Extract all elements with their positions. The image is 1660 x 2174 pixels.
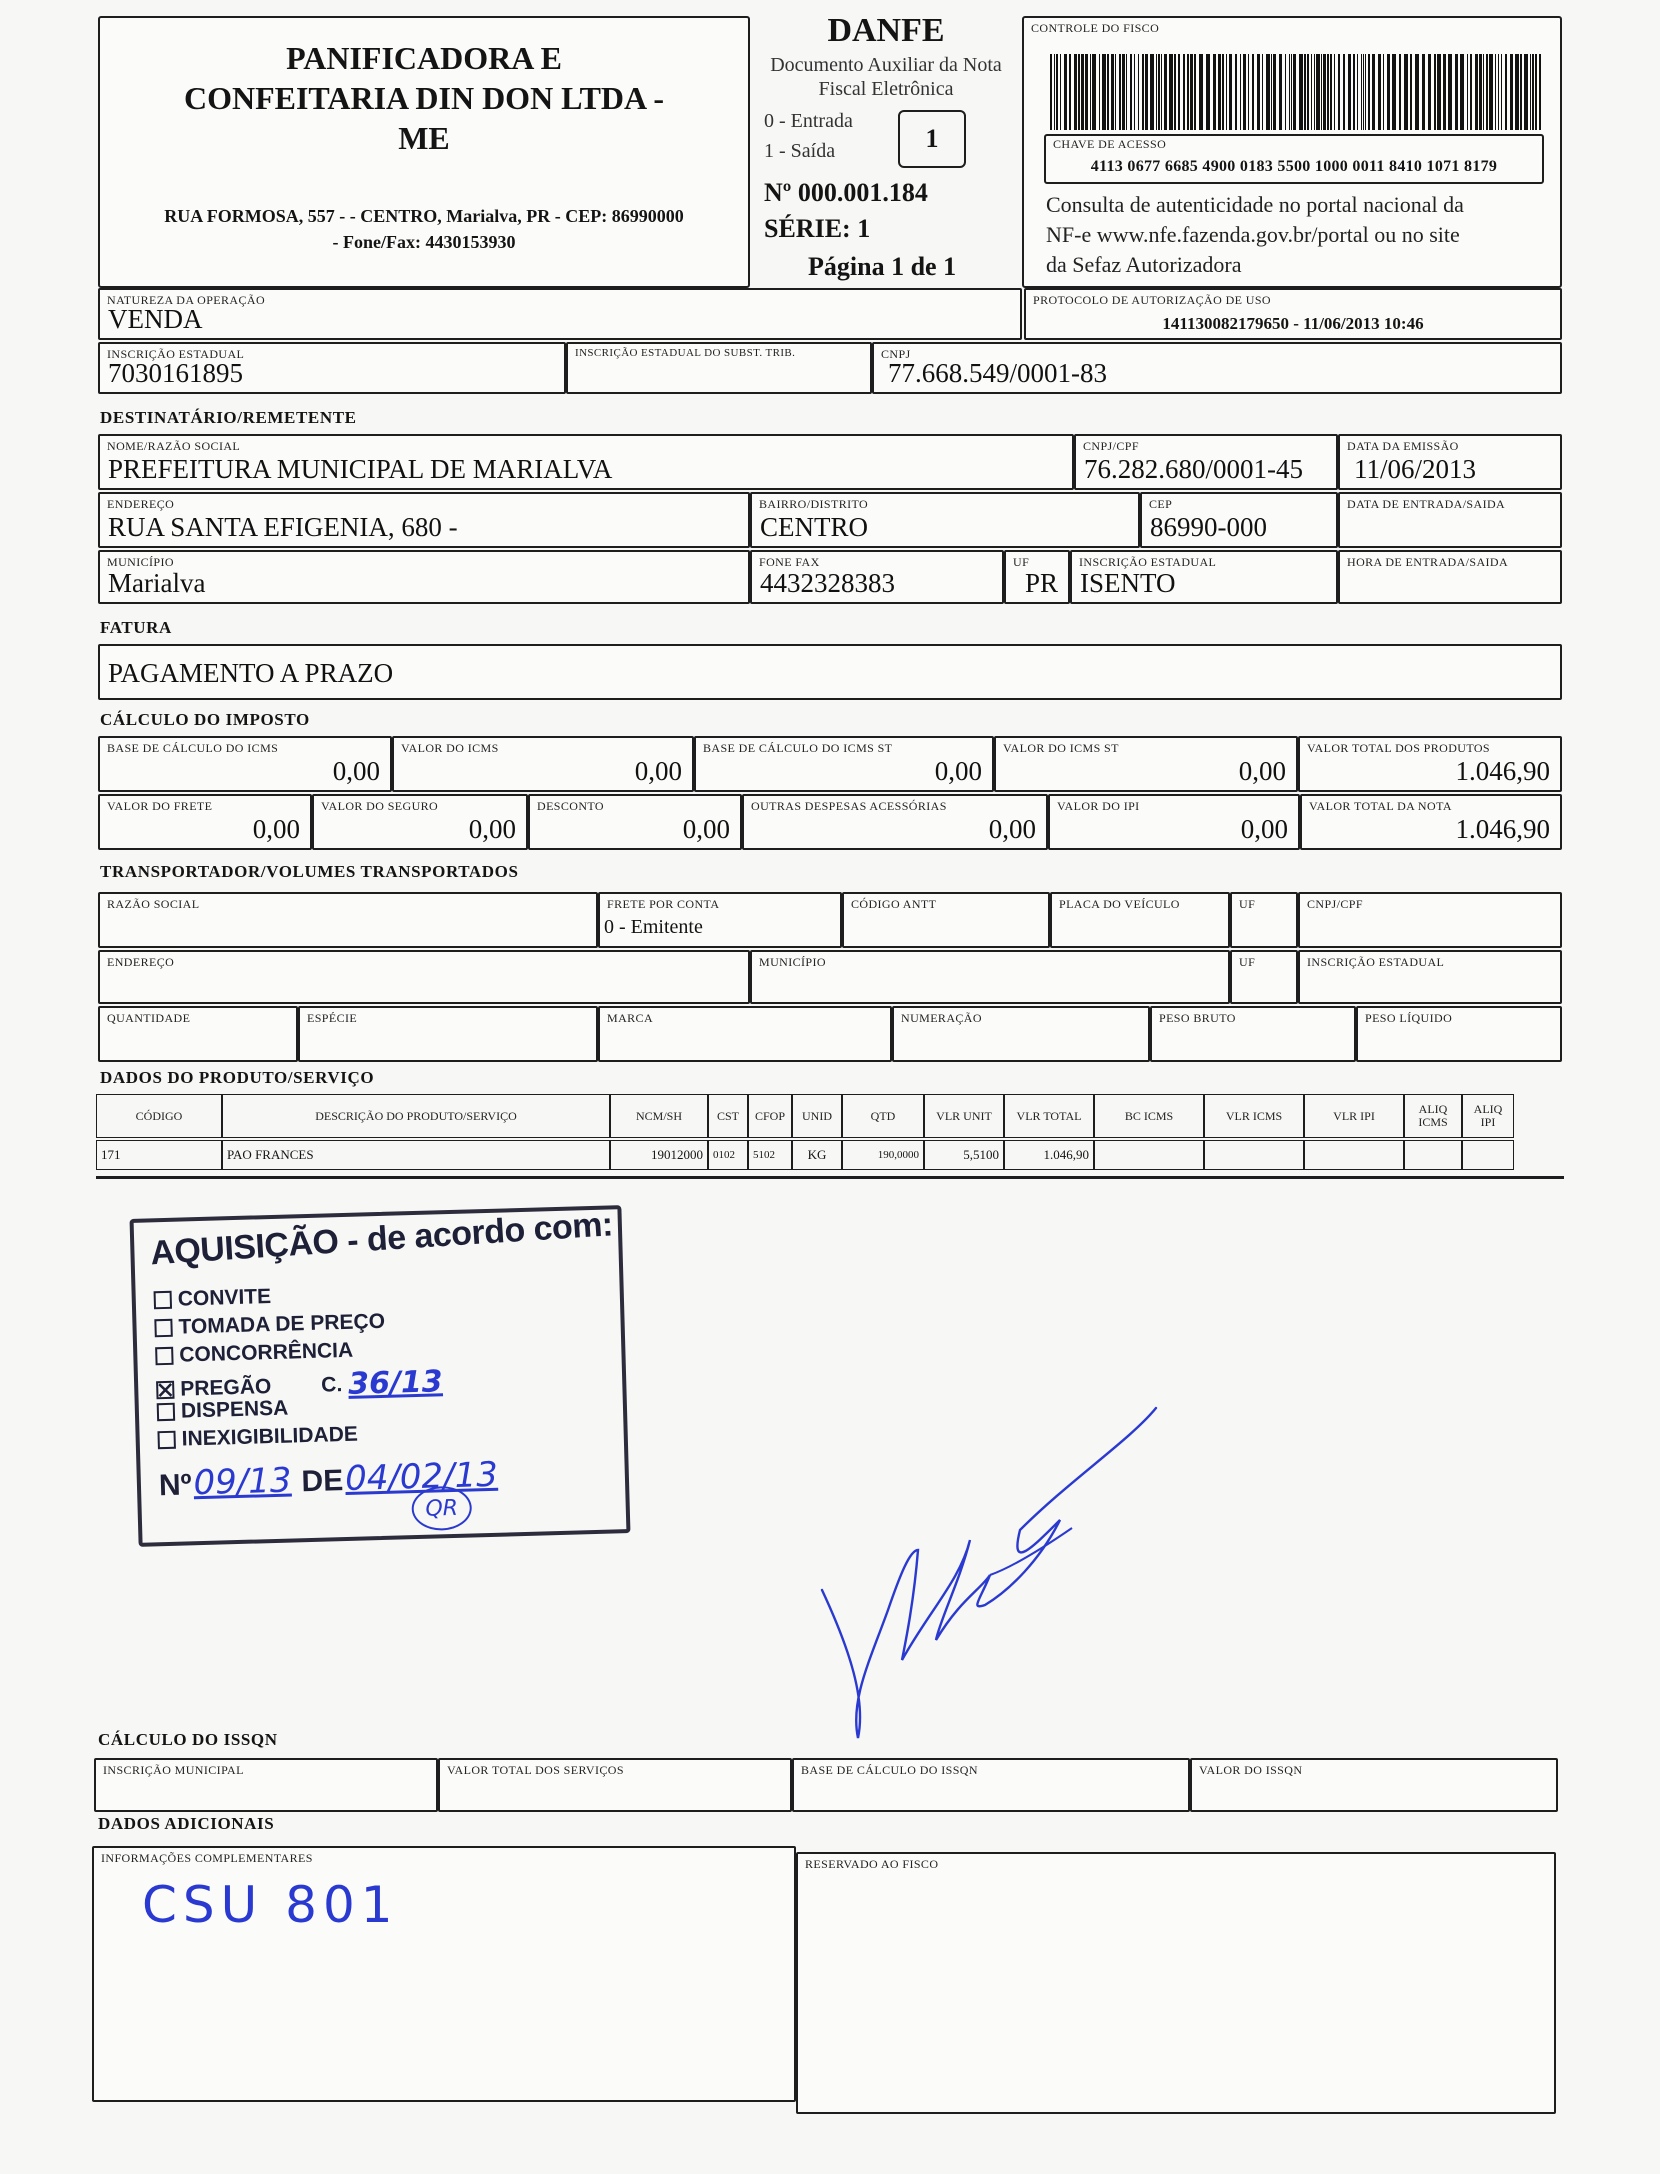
table-cell: 171 [96,1140,222,1170]
transp-municipio-cell [750,950,1230,1004]
imposto-cell [312,794,528,850]
table-cell [1094,1140,1204,1170]
imposto-value: 0,00 [934,756,982,786]
transp-peso-bruto-cell [1150,1006,1356,1062]
danfe-pagina: Página 1 de 1 [808,252,957,281]
transp-peso-liquido-cell [1356,1006,1562,1062]
protocolo-value: 141130082179650 - 11/06/2013 10:46 [1162,314,1424,333]
natureza-value: VENDA [108,304,203,334]
dest-nome-cell [98,434,1074,490]
stamp-option-inexigibilidade [157,1423,358,1453]
issuer-name-line: ME [398,120,450,156]
transp-uf-label: UF [1239,897,1256,911]
signature [810,1400,1170,1740]
imposto-cell [994,736,1298,792]
col-header: ALIQ IPI [1462,1094,1514,1138]
col-header: CÓDIGO [96,1094,222,1138]
imposto-value: 0,00 [634,756,682,786]
col-header: CFOP [748,1094,792,1138]
transp-marca-cell [598,1006,892,1062]
dest-endereco-cell [98,492,750,548]
transp-numeracao-cell [892,1006,1150,1062]
consulta-line: Consulta de autenticidade no portal nacional da [1046,192,1464,217]
issqn-label: INSCRIÇÃO MUNICIPAL [103,1763,244,1777]
produtos-section-title: DADOS DO PRODUTO/SERVIÇO [100,1068,375,1087]
danfe-tipo-box: 1 [898,110,966,168]
cnpj-value: 77.668.549/0001-83 [888,358,1107,388]
natureza-label: NATUREZA DA OPERAÇÃO [107,293,266,307]
dest-nome-label: NOME/RAZÃO SOCIAL [107,439,241,453]
stamp-option-label: INEXIGIBILIDADE [181,1422,359,1451]
table-cell: 190,0000 [842,1140,924,1170]
col-header: VLR TOTAL [1004,1094,1094,1138]
dest-uf-cell [1004,550,1070,604]
imposto-cell [1048,794,1300,850]
transp-frete-value: 0 - Emitente [604,916,703,938]
table-cell: 5102 [748,1140,792,1170]
consulta-line: NF-e www.nfe.fazenda.gov.br/portal ou no site [1046,222,1460,247]
imposto-cell [694,736,994,792]
issuer-block [98,16,750,288]
issqn-cell [94,1758,438,1812]
issqn-cell [438,1758,792,1812]
stamp-initials: QR [411,1485,472,1531]
stamp-numero-prefix: Nº [158,1468,193,1503]
checkbox-icon [157,1403,175,1421]
imposto-value: 0,00 [1240,814,1288,844]
transp-placa-label: PLACA DO VEÍCULO [1059,897,1180,911]
fatura-cell [98,644,1562,700]
col-header: VLR IPI [1304,1094,1404,1138]
dest-entrada-cell [1338,492,1562,548]
dest-bairro-label: BAIRRO/DISTRITO [759,497,869,511]
transp-uf-cell [1230,892,1298,948]
transp-ie-cell [1298,950,1562,1004]
danfe-numero: Nº 000.001.184 [764,178,928,207]
dest-uf-label: UF [1013,555,1030,569]
imposto-cell [742,794,1048,850]
dest-hora-cell [1338,550,1562,604]
stamp-option-label: DISPENSA [180,1396,289,1423]
ie-st-label: INSCRIÇÃO ESTADUAL DO SUBST. TRIB. [575,347,796,359]
transp-placa-cell [1050,892,1230,948]
dest-cnpj-cell [1074,434,1338,490]
consulta-line: da Sefaz Autorizadora [1046,252,1242,277]
col-header: UNID [792,1094,842,1138]
col-header: CST [708,1094,748,1138]
dest-ie-label: INSCRIÇÃO ESTADUAL [1079,555,1217,569]
imposto-label: VALOR DO ICMS [401,741,499,755]
issuer-address-line: - Fone/Fax: 4430153930 [332,232,516,252]
dest-bairro-cell [750,492,1140,548]
dest-cep-value: 86990-000 [1150,512,1267,542]
consulta-text [1046,190,1464,280]
checkbox-icon [154,1291,172,1309]
transp-marca-label: MARCA [607,1011,654,1025]
danfe-entrada: 0 - Entrada [764,110,853,132]
dest-fone-value: 4432328383 [760,568,895,598]
col-header: VLR UNIT [924,1094,1004,1138]
imposto-label: VALOR TOTAL DA NOTA [1309,799,1452,813]
transp-antt-cell [842,892,1050,948]
danfe-serie: SÉRIE: 1 [764,214,871,243]
imposto-cell [1300,794,1562,850]
natureza-cell [98,288,1022,340]
transp-especie-label: ESPÉCIE [307,1011,358,1025]
chave-box [1044,134,1544,184]
stamp-option-label: CONCORRÊNCIA [179,1338,354,1367]
imposto-value: 1.046,90 [1455,756,1550,786]
stamp-data-value: 04/02/13 [344,1454,499,1500]
danfe-title: DANFE [827,12,945,49]
table-cell: KG [792,1140,842,1170]
table-bottom-rule [96,1176,1564,1179]
col-header: BC ICMS [1094,1094,1204,1138]
transp-uf2-label: UF [1239,955,1256,969]
ie-value: 7030161895 [108,358,243,388]
adicionais-section-title: DADOS ADICIONAIS [98,1814,275,1833]
dest-fone-cell [750,550,1004,604]
dest-hora-label: HORA DE ENTRADA/SAIDA [1347,555,1509,569]
table-cell [1462,1140,1514,1170]
imposto-value: 0,00 [682,814,730,844]
danfe-saida: 1 - Saída [764,140,836,162]
issqn-cell [1190,1758,1558,1812]
transp-endereco-cell [98,950,750,1004]
transp-razao-label: RAZÃO SOCIAL [107,897,200,911]
chave-label: CHAVE DE ACESSO [1053,137,1167,151]
dest-emissao-value: 11/06/2013 [1354,454,1477,484]
dest-endereco-value: RUA SANTA EFIGENIA, 680 - [108,512,458,542]
col-header: DESCRIÇÃO DO PRODUTO/SERVIÇO [222,1094,610,1138]
danfe-block [752,10,1020,290]
transp-frete-cell [598,892,842,948]
issuer-name-line: PANIFICADORA E [286,40,562,76]
table-cell [1204,1140,1304,1170]
transp-quantidade-cell [98,1006,298,1062]
imposto-label: VALOR TOTAL DOS PRODUTOS [1307,741,1491,755]
fatura-section-title: FATURA [100,618,172,637]
stamp-option-label: PREGÃO [179,1374,272,1401]
dest-municipio-value: Marialva [108,568,206,598]
transp-endereco-label: ENDEREÇO [107,955,175,969]
dest-bairro-value: CENTRO [760,512,868,542]
imposto-value: 0,00 [252,814,300,844]
issuer-address [100,203,748,255]
table-cell: 5,5100 [924,1140,1004,1170]
transp-cnpj-cell [1298,892,1562,948]
dest-municipio-label: MUNICÍPIO [107,555,174,569]
info-complementares-cell [92,1846,796,2102]
transp-antt-label: CÓDIGO ANTT [851,897,937,911]
transp-uf2-cell [1230,950,1298,1004]
imposto-label: BASE DE CÁLCULO DO ICMS [107,741,279,755]
imposto-value: 1.046,90 [1455,814,1550,844]
stamp-c-prefix: C. [320,1372,343,1397]
stamp-option-label: TOMADA DE PREÇO [178,1309,386,1339]
transp-peso-bruto-label: PESO BRUTO [1159,1011,1236,1025]
table-cell: 1.046,90 [1004,1140,1094,1170]
dest-fone-label: FONE FAX [759,555,820,569]
reservado-fisco-label: RESERVADO AO FISCO [805,1857,939,1871]
dest-cep-label: CEP [1149,497,1173,511]
imposto-cell [528,794,742,850]
issuer-name [100,38,748,158]
imposto-section-title: CÁLCULO DO IMPOSTO [100,710,310,729]
table-cell: PAO FRANCES [222,1140,610,1170]
issqn-label: VALOR TOTAL DOS SERVIÇOS [447,1763,624,1777]
stamp-option-label: CONVITE [177,1285,272,1311]
dest-cnpj-label: CNPJ/CPF [1083,439,1139,453]
checkbox-icon [155,1347,173,1365]
imposto-cell [392,736,694,792]
col-header: ALIQ ICMS [1404,1094,1462,1138]
acquisition-stamp [130,1205,631,1547]
checked-checkbox-icon [156,1380,174,1398]
dest-emissao-cell [1338,434,1562,490]
imposto-label: VALOR DO FRETE [107,799,213,813]
info-complementares-label: INFORMAÇÕES COMPLEMENTARES [101,1851,313,1865]
table-cell [1304,1140,1404,1170]
stamp-option-dispensa [157,1397,289,1425]
col-header: NCM/SH [610,1094,708,1138]
imposto-value: 0,00 [468,814,516,844]
stamp-option-concorrencia [155,1339,353,1369]
stamp-c-value: 36/13 [347,1364,444,1402]
fatura-value: PAGAMENTO A PRAZO [108,658,394,688]
danfe-subtitle-1: Documento Auxiliar da Nota [770,54,1002,76]
imposto-label: BASE DE CÁLCULO DO ICMS ST [703,741,893,755]
transp-peso-liquido-label: PESO LÍQUIDO [1365,1011,1453,1025]
imposto-label: VALOR DO ICMS ST [1003,741,1119,755]
issqn-cell [792,1758,1190,1812]
transp-especie-cell [298,1006,598,1062]
dest-ie-value: ISENTO [1080,568,1176,598]
issqn-label: BASE DE CÁLCULO DO ISSQN [801,1763,978,1777]
destinatario-section-title: DESTINATÁRIO/REMETENTE [100,408,357,427]
table-cell: 19012000 [610,1140,708,1170]
imposto-cell [1298,736,1562,792]
checkbox-icon [154,1319,172,1337]
barcode [1050,54,1542,130]
cnpj-label: CNPJ [881,347,911,361]
issqn-label: VALOR DO ISSQN [1199,1763,1303,1777]
controle-fisco-label: CONTROLE DO FISCO [1031,21,1160,35]
imposto-value: 0,00 [1238,756,1286,786]
transp-cnpj-label: CNPJ/CPF [1307,897,1363,911]
imposto-cell [98,794,312,850]
transp-frete-label: FRETE POR CONTA [607,897,720,911]
imposto-cell [98,736,392,792]
dest-emissao-label: DATA DA EMISSÃO [1347,439,1459,453]
transp-razao-cell [98,892,598,948]
col-header: VLR ICMS [1204,1094,1304,1138]
imposto-label: OUTRAS DESPESAS ACESSÓRIAS [751,799,947,813]
dest-endereco-label: ENDEREÇO [107,497,175,511]
fisco-block [1022,16,1562,288]
danfe-subtitle-2: Fiscal Eletrônica [818,78,954,100]
info-handwritten-note: CSU 801 [142,1876,399,1934]
issuer-name-line: CONFEITARIA DIN DON LTDA - [183,80,665,116]
stamp-option-tomada [154,1310,385,1340]
transp-municipio-label: MUNICÍPIO [759,955,826,969]
imposto-value: 0,00 [332,756,380,786]
transp-numeracao-label: NUMERAÇÃO [901,1011,982,1025]
cnpj-cell [872,342,1562,394]
reservado-fisco-cell [796,1852,1556,2114]
dest-cep-cell [1140,492,1338,548]
issuer-address-line: RUA FORMOSA, 557 - - CENTRO, Marialva, PR - CEP: 86990000 [164,206,684,226]
chave-value: 4113 0677 6685 4900 0183 5500 1000 0011 8410 1071 8179 [1090,158,1498,175]
dest-nome-value: PREFEITURA MUNICIPAL DE MARIALVA [108,454,613,484]
checkbox-icon [157,1431,175,1449]
imposto-value: 0,00 [988,814,1036,844]
ie-label: INSCRIÇÃO ESTADUAL [107,347,245,361]
col-header: QTD [842,1094,924,1138]
issqn-section-title: CÁLCULO DO ISSQN [98,1730,278,1749]
imposto-label: DESCONTO [537,799,604,813]
stamp-numero-value: 09/13 [192,1460,293,1504]
dest-municipio-cell [98,550,750,604]
stamp-title: AQUISIÇÃO - de acordo com: [149,1205,614,1273]
ie-cell [98,342,566,394]
table-cell [1404,1140,1462,1170]
dest-entrada-label: DATA DE ENTRADA/SAIDA [1347,497,1506,511]
transp-quantidade-label: QUANTIDADE [107,1011,191,1025]
stamp-option-convite [153,1285,271,1312]
stamp-de-prefix: DE [301,1464,344,1499]
dest-ie-cell [1070,550,1338,604]
protocolo-cell [1024,288,1562,340]
imposto-label: VALOR DO SEGURO [321,799,439,813]
produtos-table [96,1094,1564,1178]
transp-ie-label: INSCRIÇÃO ESTADUAL [1307,955,1445,969]
dest-uf-value: PR [1024,568,1058,598]
dest-cnpj-value: 76.282.680/0001-45 [1084,454,1303,484]
transportador-section-title: TRANSPORTADOR/VOLUMES TRANSPORTADOS [100,862,519,881]
protocolo-label: PROTOCOLO DE AUTORIZAÇÃO DE USO [1033,293,1271,307]
table-cell: 0102 [708,1140,748,1170]
ie-st-cell [566,342,872,394]
imposto-label: VALOR DO IPI [1057,799,1140,813]
